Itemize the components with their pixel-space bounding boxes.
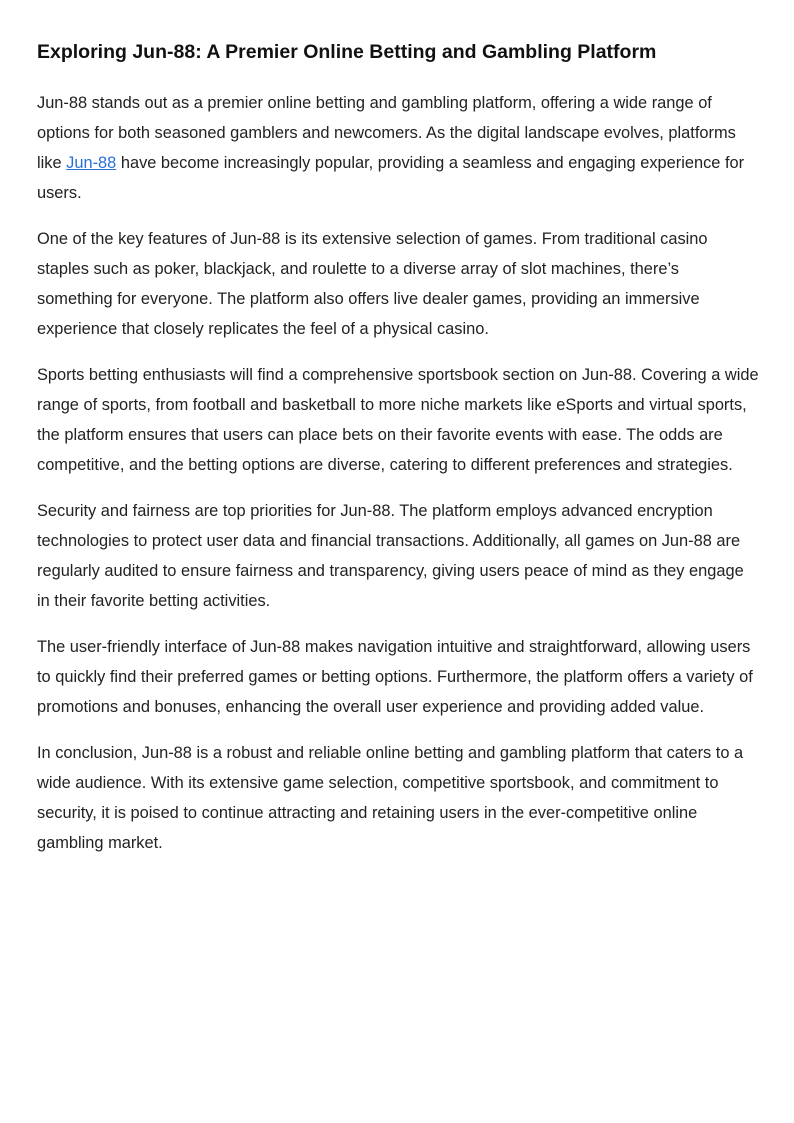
paragraph-interface: The user-friendly interface of Jun-88 makes navigation intuitive and straightforward, allowing users to quickly find their preferred games or betting options. Furthermore, the platform offers a variety of promotions and bonuses, enhancing the overall user experience and providing added value. [37,638,753,716]
paragraph-conclusion: In conclusion, Jun-88 is a robust and reliable online betting and gambling platform that caters to a wide audience. With its extensive game selection, competitive sportsbook, and commitment to security, it is poised to continue attracting and retaining users in the ever-competitive online gambling market. [37,744,744,852]
paragraph-sportsbook: Sports betting enthusiasts will find a comprehensive sportsbook section on Jun-88. Covering a wide range of sports, from football and basketball to more niche markets like eSports and virtual sports, the platform ensures that users can place bets on their favorite events with ease. The odds are competitive, and the betting options are diverse, catering to different preferences and strategies. [37,366,759,474]
paragraph-security: Security and fairness are top priorities for Jun-88. The platform employs advanced encryption technologies to protect user data and financial transactions. Additionally, all games on Jun-88 are regularly audited to ensure fairness and transparency, giving users peace of mind as they engage in their favorite betting activities. [37,502,744,610]
jun88-link[interactable]: Jun-88 [66,154,117,172]
article-title: Exploring Jun-88: A Premier Online Betting and Gambling Platform [37,41,657,63]
paragraph-games: One of the key features of Jun-88 is its extensive selection of games. From traditional casino staples such as poker, blackjack, and roulette to a diverse array of slot machines, there’s something for everyone. The platform also offers live dealer games, providing an immersive experience that closely replicates the feel of a physical casino. [37,230,708,338]
paragraph-intro [37,88,759,208]
paragraph-intro-text-after: have become increasingly popular, providing a seamless and engaging experience for users. [37,154,745,202]
article [37,36,759,874]
paragraph-intro-text-before: Jun-88 stands out as a premier online betting and gambling platform, offering a wide range of options for both seasoned gamblers and newcomers. As the digital landscape evolves, platforms like [37,94,736,172]
